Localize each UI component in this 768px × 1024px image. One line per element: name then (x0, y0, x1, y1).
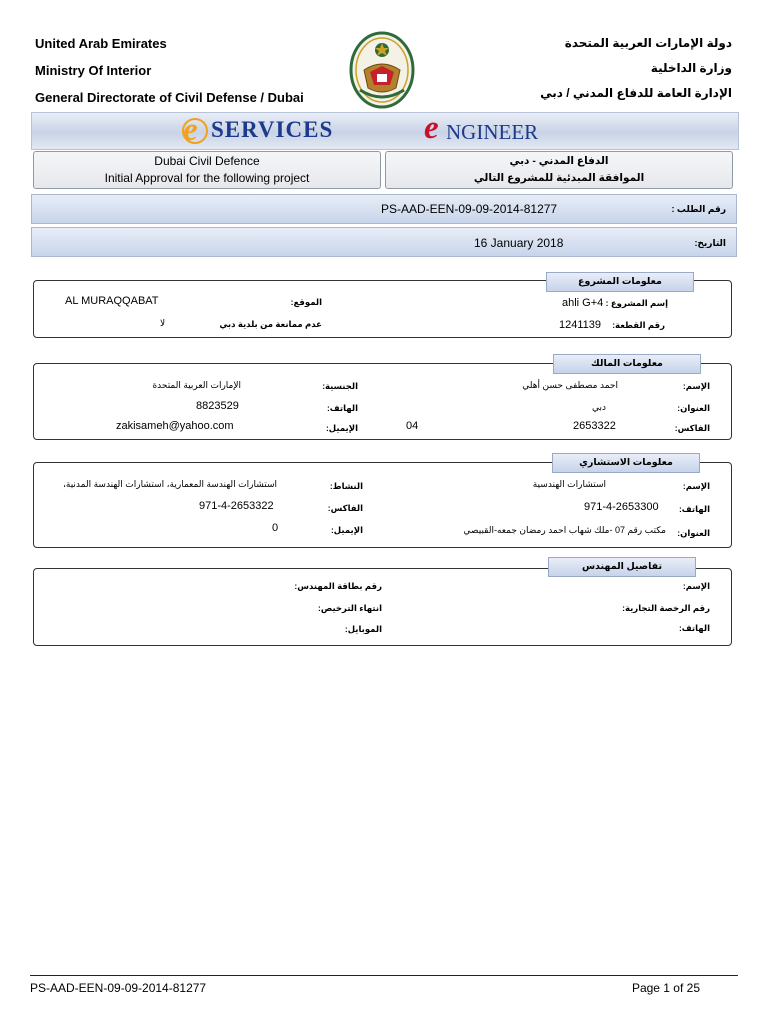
e-engineer-logo-e: e (424, 110, 439, 146)
engineer-details-tab: تفاصيل المهندس (548, 557, 696, 577)
request-date-value: 16 January 2018 (474, 236, 564, 250)
header-directorate-ar: الإدارة العامة للدفاع المدني / دبي (540, 86, 732, 100)
engineer-phone-label: الهاتف: (678, 623, 710, 633)
consultant-name-label: الإسم: (682, 481, 710, 491)
title-ar-line1: الدفاع المدني - دبي (509, 155, 609, 167)
project-info-tab: معلومات المشروع (546, 272, 694, 292)
e-services-logo-e: e (183, 112, 198, 148)
footer-page-number: Page 1 of 25 (631, 981, 700, 995)
owner-fax-label: الفاكس: (674, 423, 710, 433)
owner-info-tab: معلومات المالك (553, 354, 701, 374)
consultant-info-tab: معلومات الاستشاري (552, 453, 700, 473)
title-en-line1: Dubai Civil Defence (154, 154, 260, 168)
noc-value: لا (160, 318, 166, 328)
footer-reference: PS-AAD-EEN-09-09-2014-81277 (30, 981, 207, 995)
owner-fax-code: 04 (406, 420, 419, 432)
request-number-bar (31, 194, 737, 224)
e-engineer-logo-text: NGINEER (446, 120, 539, 144)
license-expiry-label: انتهاء الترخيص: (318, 603, 382, 613)
trade-license-label: رقم الرخصة التجارية: (622, 603, 710, 613)
nationality-value: الإمارات العربية المتحدة (152, 380, 241, 390)
consultant-email-label: الإيميل: (330, 525, 363, 535)
mobile-label: الموبايل: (344, 624, 382, 634)
emblem-icon (348, 30, 416, 110)
title-box-en (33, 151, 381, 189)
location-label: الموقع: (290, 297, 322, 307)
header-ministry-ar: وزارة الداخلية (650, 61, 732, 75)
request-number-label: رقم الطلب : (671, 204, 726, 214)
consultant-phone-label: الهاتف: (678, 504, 710, 514)
eservices-banner (31, 112, 739, 150)
title-ar-line2: الموافقة المبدئية للمشروع التالي (473, 172, 645, 184)
owner-email-label: الإيميل: (325, 423, 358, 433)
project-name-label: إسم المشروع : (605, 298, 668, 308)
e-services-logo-text: SERVICES (211, 117, 334, 142)
consultant-email-value: 0 (272, 522, 279, 534)
owner-address-label: العنوان: (677, 403, 710, 413)
consultant-address-value: مكتب رقم 07 -ملك شهاب احمد رمضان جمعه-القبيصي (463, 525, 666, 535)
owner-fax-value: 2653322 (573, 420, 616, 432)
consultant-fax-label: الفاكس: (327, 503, 363, 513)
consultant-name-value: استشارات الهندسية (532, 479, 606, 489)
request-date-bar (31, 227, 737, 257)
footer-divider (30, 975, 738, 976)
owner-name-value: احمد مصطفى حسن أهلي (522, 380, 618, 390)
owner-phone-label: الهاتف: (326, 403, 358, 413)
consultant-address-label: العنوان: (677, 528, 710, 538)
activity-label: النشاط: (329, 481, 363, 491)
location-value: AL MURAQQABAT (65, 295, 159, 307)
owner-name-label: الإسم: (682, 381, 710, 391)
owner-phone-value: 8823529 (196, 400, 239, 412)
consultant-phone-value: 971-4-2653300 (584, 501, 659, 513)
engineer-card-label: رقم بطاقة المهندس: (294, 581, 382, 591)
header-country-en: United Arab Emirates (35, 36, 167, 51)
header-ministry-en: Ministry Of Interior (35, 63, 152, 78)
project-name-value: ahli G+4 (562, 297, 604, 309)
activity-value: استشارات الهندسة المعمارية، استشارات الهندسة المدنية، (62, 479, 277, 489)
plot-number-value: 1241139 (559, 319, 602, 331)
title-box-ar (385, 151, 733, 189)
header-directorate-en: General Directorate of Civil Defense / Dubai (35, 90, 304, 105)
request-date-label: التاريخ: (694, 238, 726, 248)
header-country-ar: دولة الإمارات العربية المتحدة (564, 36, 732, 50)
plot-number-label: رقم القطعة: (612, 320, 665, 330)
nationality-label: الجنسية: (322, 381, 358, 391)
engineer-name-label: الإسم: (682, 581, 710, 591)
owner-email-value: zakisameh@yahoo.com (116, 420, 234, 432)
request-number-value: PS-AAD-EEN-09-09-2014-81277 (381, 202, 558, 216)
consultant-fax-value: 971-4-2653322 (199, 500, 274, 512)
title-en-line2: Initial Approval for the following project (104, 171, 310, 185)
noc-label: عدم ممانعة من بلدية دبي (219, 319, 322, 329)
owner-address-value: دبي (591, 402, 606, 412)
